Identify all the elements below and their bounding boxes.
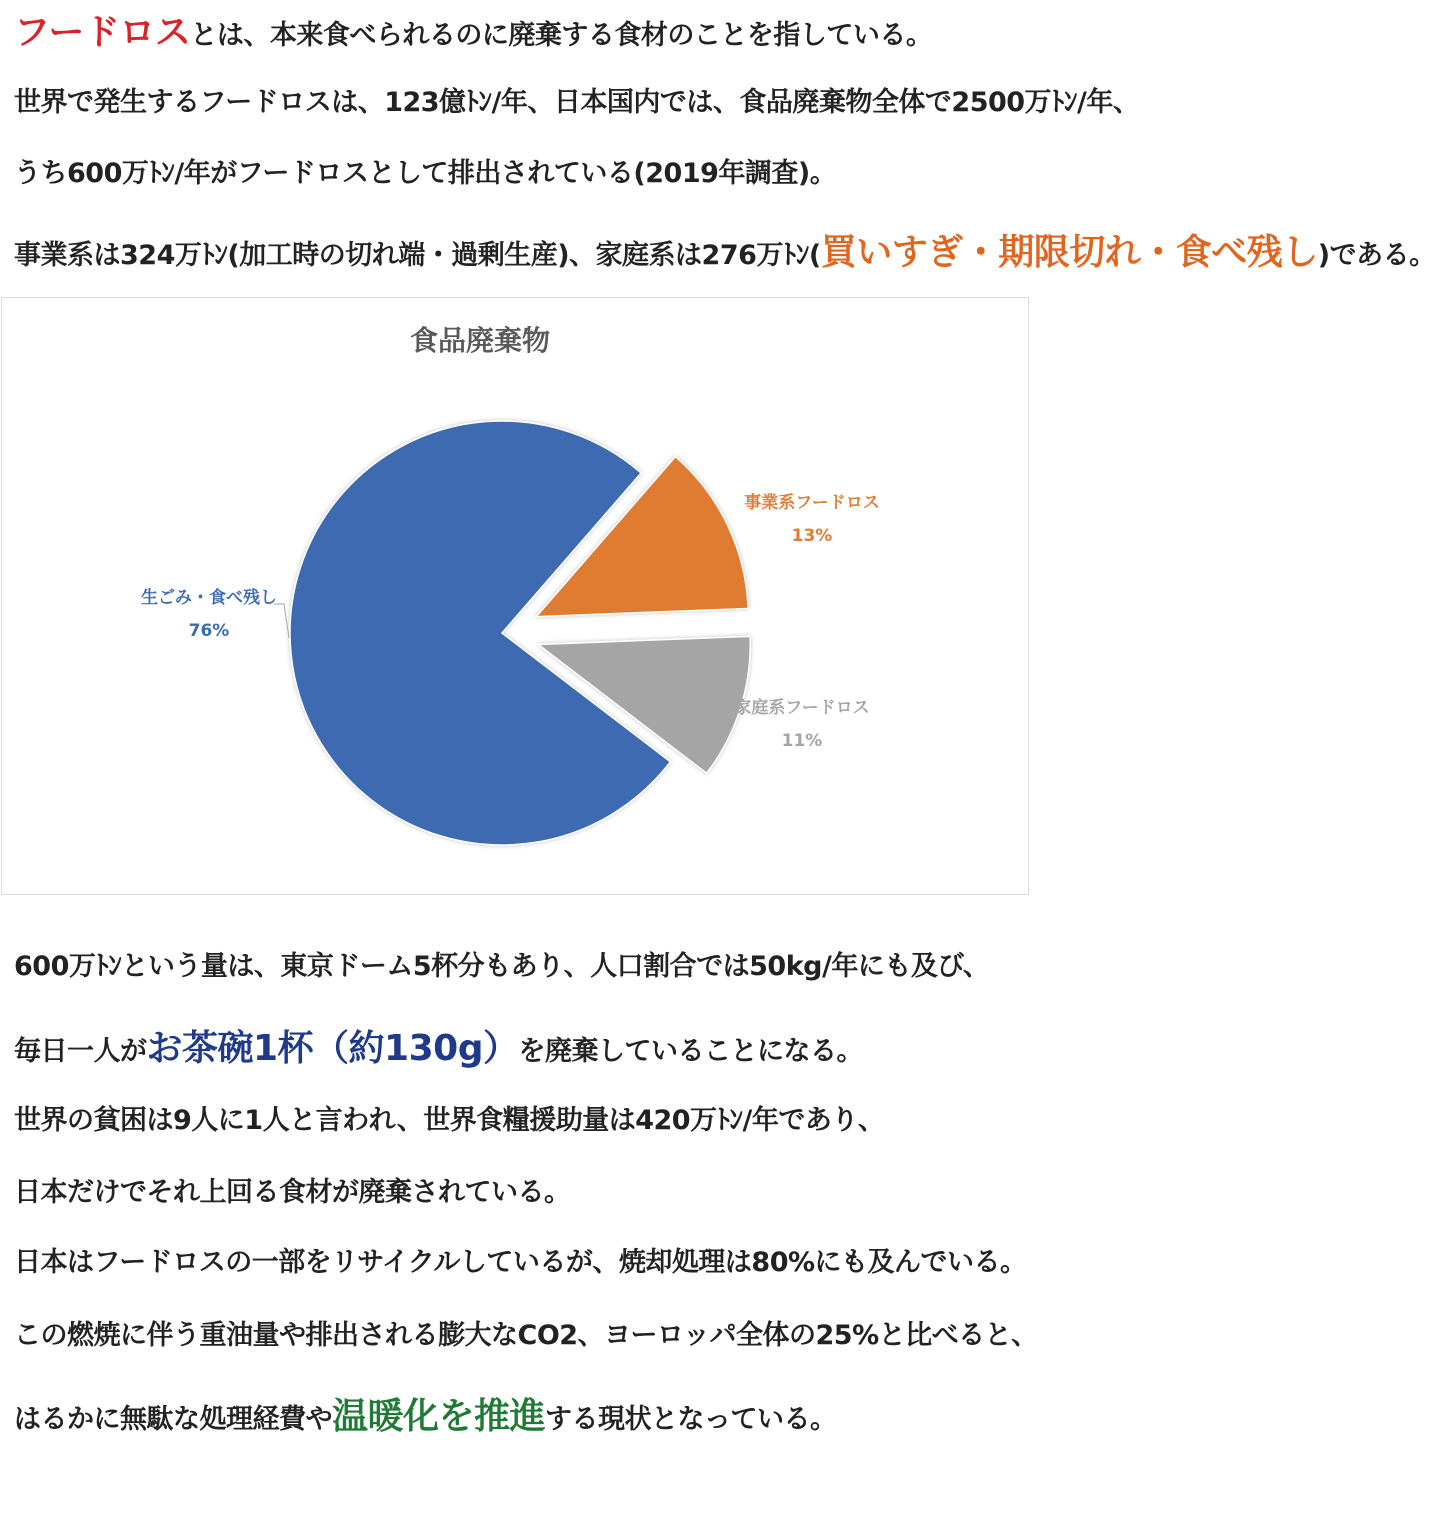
body-line-10: この燃焼に伴う重油量や排出される膨大なCO2、ヨーロッパ全体の25%と比べると、 (14, 1320, 1038, 1351)
intro-line-4-pre: 事業系は324万ﾄﾝ(加工時の切れ端・過剰生産)、家庭系は276万ﾄﾝ( (14, 240, 821, 271)
household-causes-highlight: 買いすぎ・期限切れ・食べ残し (820, 232, 1318, 273)
rice-bowl-highlight: お茶碗1杯（約130g） (146, 1028, 519, 1069)
slice-category-label: 家庭系フードロス (734, 698, 870, 718)
intro-line-1 (14, 4, 932, 55)
body-line-9: 日本はフードロスの一部をリサイクルしているが、焼却処理は80%にも及んでいる。 (14, 1247, 1027, 1278)
slice-kitchen-waste (290, 421, 670, 845)
slice-category-label: 生ごみ・食べ残し (141, 588, 277, 608)
slice-percent-label: 13% (791, 526, 833, 546)
food-loss-highlight: フードロス (14, 12, 191, 53)
leader-line (274, 604, 289, 638)
body-line-5: 600万ﾄﾝという量は、東京ドーム5杯分もあり、人口割合では50kg/年にも及び、 (14, 951, 990, 982)
intro-line-4 (14, 224, 1436, 275)
slice-category-label: 事業系フードロス (744, 493, 880, 513)
intro-line-4-post: )である。 (1317, 240, 1436, 271)
body-line-11-pre: はるかに無駄な処理経費や (14, 1404, 332, 1435)
chart-title: 食品廃棄物 (409, 324, 551, 357)
pie-chart-svg (2, 298, 1028, 894)
body-line-11-post: する現状となっている。 (545, 1404, 837, 1435)
pie-chart (1, 297, 1029, 895)
body-line-8: 日本だけでそれ上回る食材が廃棄されている。 (14, 1177, 571, 1208)
body-line-6 (14, 1020, 863, 1071)
warming-highlight: 温暖化を推進 (332, 1396, 546, 1437)
slice-percent-label: 76% (188, 621, 230, 641)
intro-line-3: うち600万ﾄﾝ/年がフードロスとして排出されている(2019年調査)。 (14, 158, 837, 189)
body-line-6-post: を廃棄していることになる。 (518, 1036, 863, 1067)
body-line-6-pre: 毎日一人が (14, 1036, 147, 1067)
body-line-11 (14, 1388, 837, 1439)
intro-line-2: 世界で発生するフードロスは、123億ﾄﾝ/年、日本国内では、食品廃棄物全体で2500万ﾄﾝ/年、 (14, 87, 1140, 118)
intro-line-1-text: とは、本来食べられるのに廃棄する食材のことを指している。 (190, 20, 933, 51)
slice-percent-label: 11% (781, 731, 823, 751)
body-line-7: 世界の貧困は9人に1人と言われ、世界食糧援助量は420万ﾄﾝ/年であり、 (14, 1105, 885, 1136)
